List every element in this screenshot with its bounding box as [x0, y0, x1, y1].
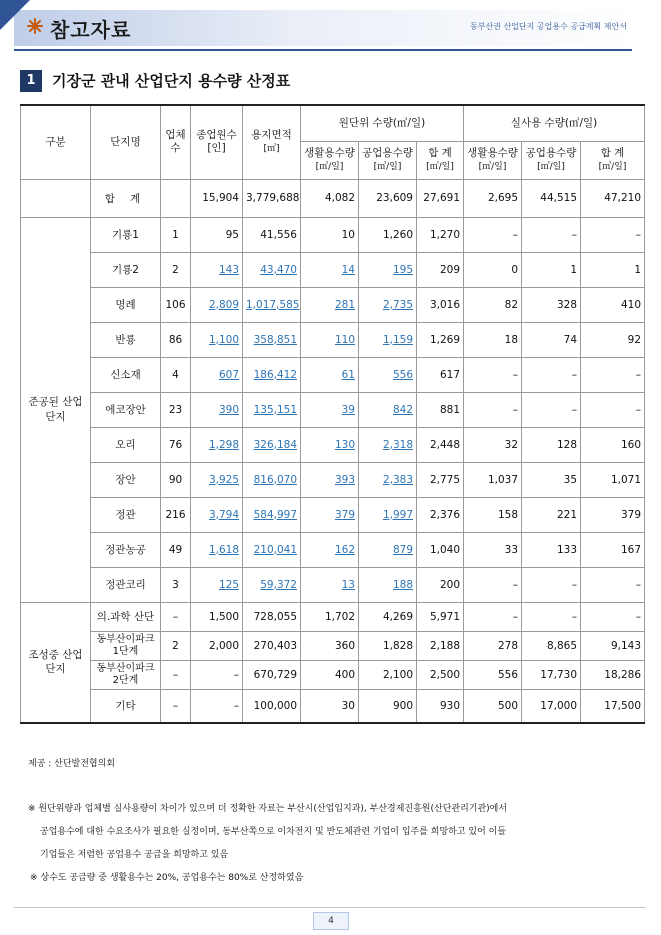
header-unit-water: 원단위 수량(㎥/일) — [301, 105, 464, 141]
u-sum-cell: 2,188 — [417, 631, 464, 660]
table-row — [21, 322, 645, 357]
companies-cell: 1 — [161, 217, 191, 252]
header-companies — [161, 105, 191, 179]
u-industrial-cell-value: 1,159 — [382, 333, 413, 346]
a-industrial-cell: – — [522, 357, 581, 392]
header-corner — [0, 0, 30, 30]
complex-name: 에코장안 — [91, 392, 161, 427]
u-industrial-cell-value: 2,383 — [382, 473, 413, 486]
u-sum-cell: 2,775 — [417, 462, 464, 497]
note-line: ※ 원단위량과 업체별 실사용량이 차이가 있으며 더 정확한 자료는 부산시(산업입지과), 부산경제진흥원(산단관리기관)에서 — [28, 804, 508, 814]
area-cell-value: 358,851 — [253, 333, 297, 346]
u-domestic-cell — [301, 427, 359, 462]
u-industrial-cell-value: 1,997 — [382, 508, 413, 521]
employees-cell: – — [191, 689, 243, 723]
a-domestic-cell: – — [464, 392, 522, 427]
employees-cell — [191, 497, 243, 532]
header-area-label: 용지면적 — [251, 129, 292, 142]
complex-name: 장안 — [91, 462, 161, 497]
table-row — [21, 631, 645, 660]
a-domestic-cell: 1,037 — [464, 462, 522, 497]
u-sum-cell: 881 — [417, 392, 464, 427]
u-sum-cell: 2,376 — [417, 497, 464, 532]
table-row — [21, 427, 645, 462]
a-domestic-cell: 33 — [464, 532, 522, 567]
complex-name: 동부산이파크 2단계 — [91, 660, 161, 689]
complex-name: 명례 — [91, 287, 161, 322]
header-actual-water: 실사용 수량(㎥/일) — [464, 105, 645, 141]
water-demand-table — [20, 104, 645, 724]
employees-cell — [191, 532, 243, 567]
u-industrial-cell — [359, 497, 417, 532]
area-cell — [243, 462, 301, 497]
total-a-sum: 47,210 — [581, 179, 645, 217]
total-u-industrial: 23,609 — [359, 179, 417, 217]
employees-cell — [191, 322, 243, 357]
u-sum-cell: 2,448 — [417, 427, 464, 462]
u-sum-cell: 930 — [417, 689, 464, 723]
group-label: 준공된 산업단지 — [21, 217, 91, 602]
u-domestic-cell-value: 14 — [341, 263, 355, 276]
u-industrial-cell-value: 188 — [392, 578, 413, 591]
employees-cell — [191, 287, 243, 322]
header-u-industrial — [359, 141, 417, 179]
companies-cell: – — [161, 689, 191, 723]
employees-cell — [191, 252, 243, 287]
u-domestic-cell: 10 — [301, 217, 359, 252]
a-sum-cell: 160 — [581, 427, 645, 462]
total-area: 3,779,688 — [243, 179, 301, 217]
header-a-industrial — [522, 141, 581, 179]
employees-cell-value: 390 — [218, 403, 239, 416]
a-sum-cell: 1,071 — [581, 462, 645, 497]
area-cell-value: 1,017,585 — [246, 298, 300, 311]
header-employees-label: 종업원수 — [196, 129, 237, 142]
area-cell — [243, 497, 301, 532]
a-industrial-cell: – — [522, 392, 581, 427]
table-row — [21, 532, 645, 567]
area-cell-value: 816,070 — [253, 473, 297, 486]
a-industrial-cell: 128 — [522, 427, 581, 462]
employees-cell: 2,000 — [191, 631, 243, 660]
header-a-domestic-label: 생활용수량 — [467, 146, 518, 159]
area-cell-value: 135,151 — [253, 403, 297, 416]
group-label: 조성중 산업단지 — [21, 602, 91, 723]
a-sum-cell: 379 — [581, 497, 645, 532]
section-number: 1 — [20, 70, 42, 92]
companies-cell: 2 — [161, 631, 191, 660]
u-domestic-cell — [301, 532, 359, 567]
header-u-industrial-unit: [㎥/일] — [373, 161, 402, 172]
employees-cell-value: 3,925 — [208, 473, 239, 486]
header-area — [243, 105, 301, 179]
note-line: 기업들은 저렴한 공업용수 공급을 희망하고 있음 — [40, 850, 229, 860]
note-line: ※ 상수도 공급량 중 생활용수는 20%, 공업용수는 80%로 산정하였음 — [30, 873, 304, 883]
page-header — [0, 0, 661, 58]
u-industrial-cell-value: 2,318 — [382, 438, 413, 451]
section-title: 기장군 관내 산업단지 용수량 산정표 — [52, 72, 291, 90]
area-cell: 270,403 — [243, 631, 301, 660]
header-a-domestic-unit: [㎥/일] — [478, 161, 507, 172]
u-domestic-cell-value: 61 — [341, 368, 355, 381]
a-industrial-cell: 133 — [522, 532, 581, 567]
header-area-unit: [㎡] — [263, 144, 280, 155]
u-domestic-cell-value: 281 — [334, 298, 355, 311]
u-industrial-cell: 900 — [359, 689, 417, 723]
total-u-domestic: 4,082 — [301, 179, 359, 217]
companies-cell: 90 — [161, 462, 191, 497]
total-label: 합 계 — [91, 179, 161, 217]
u-domestic-cell: 360 — [301, 631, 359, 660]
star-logo-icon — [27, 18, 43, 34]
complex-name: 오리 — [91, 427, 161, 462]
u-domestic-cell — [301, 322, 359, 357]
companies-cell: 2 — [161, 252, 191, 287]
area-cell — [243, 427, 301, 462]
employees-cell — [191, 357, 243, 392]
employees-cell-value: 3,794 — [208, 508, 239, 521]
u-domestic-cell-value: 13 — [341, 578, 355, 591]
u-industrial-cell — [359, 287, 417, 322]
a-domestic-cell: – — [464, 357, 522, 392]
a-industrial-cell: – — [522, 602, 581, 631]
a-industrial-cell: – — [522, 217, 581, 252]
a-domestic-cell: 0 — [464, 252, 522, 287]
a-sum-cell: 9,143 — [581, 631, 645, 660]
u-domestic-cell-value: 130 — [334, 438, 355, 451]
complex-name: 신소재 — [91, 357, 161, 392]
area-cell — [243, 357, 301, 392]
u-industrial-cell — [359, 462, 417, 497]
u-domestic-cell — [301, 252, 359, 287]
area-cell: 41,556 — [243, 217, 301, 252]
employees-cell-value: 143 — [218, 263, 239, 276]
total-row — [21, 179, 645, 217]
a-sum-cell: 167 — [581, 532, 645, 567]
companies-cell: 86 — [161, 322, 191, 357]
complex-name: 기타 — [91, 689, 161, 723]
page-number: 4 — [313, 912, 349, 930]
table-row — [21, 357, 645, 392]
area-cell: 100,000 — [243, 689, 301, 723]
a-sum-cell: – — [581, 217, 645, 252]
area-cell: 728,055 — [243, 602, 301, 631]
u-domestic-cell — [301, 287, 359, 322]
u-domestic-cell: 30 — [301, 689, 359, 723]
header-u-domestic-unit: [㎥/일] — [315, 161, 344, 172]
a-industrial-cell: 74 — [522, 322, 581, 357]
companies-cell: – — [161, 602, 191, 631]
header-a-sum-label: 합 계 — [600, 146, 625, 159]
a-domestic-cell: 82 — [464, 287, 522, 322]
a-sum-cell: – — [581, 602, 645, 631]
a-domestic-cell: 500 — [464, 689, 522, 723]
source-note: 제공 : 산단발전협의회 — [28, 759, 116, 769]
u-domestic-cell-value: 39 — [341, 403, 355, 416]
area-cell-value: 210,041 — [253, 543, 297, 556]
a-sum-cell: – — [581, 392, 645, 427]
u-domestic-cell-value: 162 — [334, 543, 355, 556]
header-employees — [191, 105, 243, 179]
table-row — [21, 660, 645, 689]
total-u-sum: 27,691 — [417, 179, 464, 217]
footer-divider — [14, 907, 646, 908]
u-domestic-cell-value: 379 — [334, 508, 355, 521]
u-industrial-cell — [359, 322, 417, 357]
table-row — [21, 462, 645, 497]
total-employees: 15,904 — [191, 179, 243, 217]
total-a-domestic: 2,695 — [464, 179, 522, 217]
u-industrial-cell: 2,100 — [359, 660, 417, 689]
area-cell — [243, 287, 301, 322]
u-industrial-cell — [359, 532, 417, 567]
u-industrial-cell-value: 556 — [392, 368, 413, 381]
total-category — [21, 179, 91, 217]
employees-cell — [191, 462, 243, 497]
a-industrial-cell: 8,865 — [522, 631, 581, 660]
u-industrial-cell-value: 842 — [392, 403, 413, 416]
a-domestic-cell: 556 — [464, 660, 522, 689]
employees-cell — [191, 392, 243, 427]
employees-cell-value: 1,298 — [208, 438, 239, 451]
a-industrial-cell: 328 — [522, 287, 581, 322]
u-domestic-cell-value: 110 — [334, 333, 355, 346]
complex-name: 정관 — [91, 497, 161, 532]
a-domestic-cell: – — [464, 602, 522, 631]
a-domestic-cell: 158 — [464, 497, 522, 532]
employees-cell-value: 1,100 — [208, 333, 239, 346]
header-u-sum-label: 합 계 — [428, 146, 452, 159]
complex-name: 정관코리 — [91, 567, 161, 602]
u-domestic-cell — [301, 357, 359, 392]
a-industrial-cell: – — [522, 567, 581, 602]
a-sum-cell: 92 — [581, 322, 645, 357]
a-domestic-cell: – — [464, 567, 522, 602]
table-row — [21, 287, 645, 322]
header-u-domestic-label: 생활용수량 — [304, 146, 355, 159]
a-sum-cell: 18,286 — [581, 660, 645, 689]
u-sum-cell: 200 — [417, 567, 464, 602]
area-cell-value: 59,372 — [260, 578, 297, 591]
header-u-industrial-label: 공업용수량 — [362, 146, 413, 159]
area-cell-value: 326,184 — [253, 438, 297, 451]
u-domestic-cell — [301, 462, 359, 497]
u-sum-cell: 209 — [417, 252, 464, 287]
a-sum-cell: 410 — [581, 287, 645, 322]
header-companies-label: 업체수 — [165, 129, 186, 155]
total-a-industrial: 44,515 — [522, 179, 581, 217]
companies-cell: 106 — [161, 287, 191, 322]
u-sum-cell: 1,270 — [417, 217, 464, 252]
employees-cell: 95 — [191, 217, 243, 252]
companies-cell: 3 — [161, 567, 191, 602]
header-u-sum-unit: [㎥/일] — [426, 161, 454, 172]
header-a-sum — [581, 141, 645, 179]
a-sum-cell: 17,500 — [581, 689, 645, 723]
area-cell-value: 186,412 — [253, 368, 297, 381]
area-cell — [243, 322, 301, 357]
u-industrial-cell: 4,269 — [359, 602, 417, 631]
complex-name: 기룡1 — [91, 217, 161, 252]
u-domestic-cell: 1,702 — [301, 602, 359, 631]
page-title: 참고자료 — [50, 18, 132, 42]
note-line: 공업용수에 대한 수요조사가 필요한 실정이며, 동부산쪽으로 이차전지 및 반도체관련 기업이 입주를 희망하고 있어 이들 — [40, 827, 507, 837]
u-domestic-cell — [301, 392, 359, 427]
a-industrial-cell: 1 — [522, 252, 581, 287]
complex-name: 기룡2 — [91, 252, 161, 287]
a-industrial-cell: 17,000 — [522, 689, 581, 723]
u-domestic-cell: 400 — [301, 660, 359, 689]
u-industrial-cell — [359, 567, 417, 602]
complex-name: 정관농공 — [91, 532, 161, 567]
complex-name: 반룡 — [91, 322, 161, 357]
header-a-industrial-label: 공업용수량 — [525, 146, 577, 159]
companies-cell: 49 — [161, 532, 191, 567]
employees-cell: 1,500 — [191, 602, 243, 631]
u-domestic-cell-value: 393 — [334, 473, 355, 486]
table-row — [21, 567, 645, 602]
u-industrial-cell — [359, 392, 417, 427]
u-sum-cell: 1,040 — [417, 532, 464, 567]
employees-cell-value: 607 — [218, 368, 239, 381]
u-sum-cell: 3,016 — [417, 287, 464, 322]
u-sum-cell: 617 — [417, 357, 464, 392]
u-industrial-cell-value: 195 — [392, 263, 413, 276]
u-sum-cell: 5,971 — [417, 602, 464, 631]
a-domestic-cell: 278 — [464, 631, 522, 660]
employees-cell — [191, 567, 243, 602]
table-row — [21, 392, 645, 427]
u-sum-cell: 2,500 — [417, 660, 464, 689]
area-cell — [243, 392, 301, 427]
header-category: 구분 — [21, 105, 91, 179]
header-complex: 단지명 — [91, 105, 161, 179]
complex-name: 의.과학 산단 — [91, 602, 161, 631]
a-domestic-cell: 18 — [464, 322, 522, 357]
complex-name: 동부산이파크 1단계 — [91, 631, 161, 660]
u-sum-cell: 1,269 — [417, 322, 464, 357]
a-domestic-cell: 32 — [464, 427, 522, 462]
u-industrial-cell — [359, 427, 417, 462]
a-industrial-cell: 35 — [522, 462, 581, 497]
header-a-industrial-unit: [㎥/일] — [537, 161, 565, 172]
companies-cell: 216 — [161, 497, 191, 532]
a-sum-cell: 1 — [581, 252, 645, 287]
area-cell — [243, 532, 301, 567]
employees-cell — [191, 427, 243, 462]
u-industrial-cell-value: 879 — [392, 543, 413, 556]
companies-cell: 4 — [161, 357, 191, 392]
total-companies — [161, 179, 191, 217]
table-row — [21, 217, 645, 252]
a-sum-cell: – — [581, 567, 645, 602]
a-industrial-cell: 221 — [522, 497, 581, 532]
a-domestic-cell: – — [464, 217, 522, 252]
u-industrial-cell: 1,828 — [359, 631, 417, 660]
header-a-domestic — [464, 141, 522, 179]
u-industrial-cell — [359, 252, 417, 287]
companies-cell: – — [161, 660, 191, 689]
a-industrial-cell: 17,730 — [522, 660, 581, 689]
area-cell — [243, 567, 301, 602]
header-divider — [14, 49, 632, 51]
u-industrial-cell — [359, 357, 417, 392]
area-cell-value: 43,470 — [260, 263, 297, 276]
table-row — [21, 252, 645, 287]
employees-cell: – — [191, 660, 243, 689]
u-domestic-cell — [301, 497, 359, 532]
document-title: 동부산권 산업단지 공업용수 공급계획 제안서 — [469, 22, 627, 31]
employees-cell-value: 2,809 — [208, 298, 239, 311]
u-industrial-cell-value: 2,735 — [382, 298, 413, 311]
header-u-domestic — [301, 141, 359, 179]
header-employees-unit: [인] — [207, 142, 226, 155]
area-cell — [243, 252, 301, 287]
area-cell-value: 584,997 — [253, 508, 297, 521]
table-row — [21, 689, 645, 723]
area-cell: 670,729 — [243, 660, 301, 689]
header-u-sum — [417, 141, 464, 179]
employees-cell-value: 125 — [218, 578, 239, 591]
header-a-sum-unit: [㎥/일] — [598, 161, 627, 172]
companies-cell: 76 — [161, 427, 191, 462]
u-domestic-cell — [301, 567, 359, 602]
employees-cell-value: 1,618 — [208, 543, 239, 556]
table-row — [21, 602, 645, 631]
u-industrial-cell: 1,260 — [359, 217, 417, 252]
table-row — [21, 497, 645, 532]
a-sum-cell: – — [581, 357, 645, 392]
companies-cell: 23 — [161, 392, 191, 427]
